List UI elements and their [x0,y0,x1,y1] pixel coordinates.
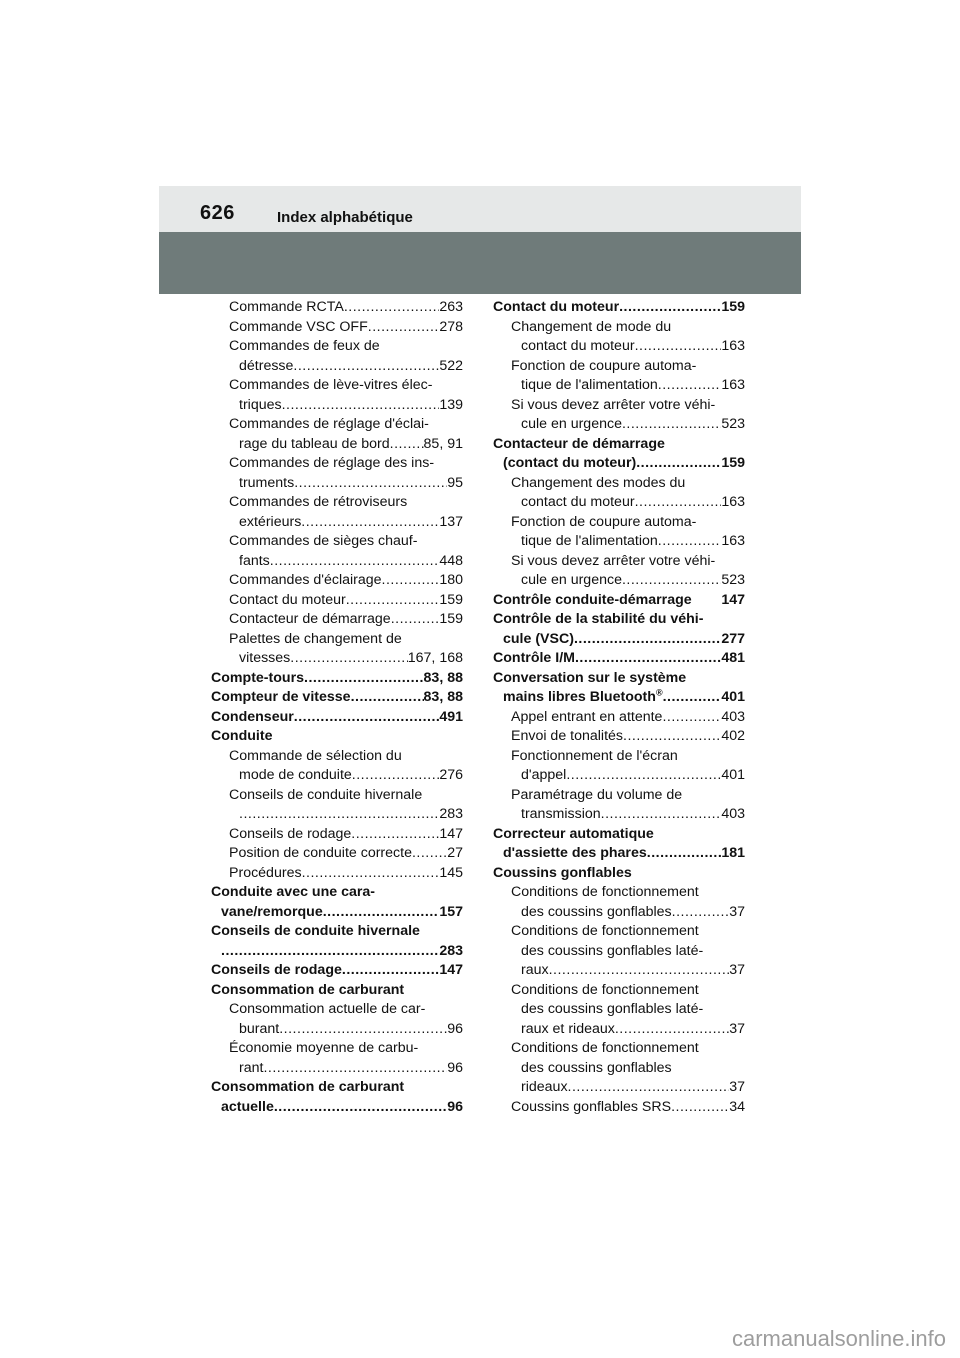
page-reference: 95 [447,474,463,491]
index-entry-position-conduite [211,844,463,864]
leader-dots [658,532,722,552]
index-entry-conditions-coussins [493,883,745,922]
index-entry-text: Conditions de fonctionnement [511,1040,699,1056]
leader-dots [302,864,440,884]
leader-dots [412,844,447,864]
index-entry-text: Commande VSC OFF [229,318,368,335]
leader-dots [274,1098,447,1118]
index-entry-contact-du-moteur [493,298,745,318]
index-entry-conseils-rodage [211,961,463,981]
page-reference: 181 [721,845,745,861]
index-entry-parametrage-volume [493,786,745,825]
leader-dots [549,961,730,981]
index-entry-text: Palettes de changement de [229,630,402,647]
page-reference: 448 [439,552,463,569]
page-reference: 37 [729,903,745,920]
index-entry-text: Conduite [211,728,273,744]
page-reference: 163 [721,377,745,393]
index-entry-text: d'assiette des phares [503,845,647,861]
index-entry-text: Changement des modes du [511,474,686,491]
index-entry-text: burant [239,1020,280,1037]
leader-dots [382,571,440,591]
index-entry-text: mains libres Bluetooth® [503,687,663,705]
page-reference: 147 [439,825,463,842]
index-entry-text: tique de l'alimentation [521,377,658,393]
index-entry-text: rideaux [521,1079,568,1095]
leader-dots [601,805,722,825]
index-entry-text: Commandes d'éclairage [229,572,382,588]
leader-dots [391,610,440,630]
index-entry-text: Conduite avec une cara- [211,884,375,900]
index-entry-text: truments [239,474,295,491]
leader-dots [658,376,722,396]
index-entry-fonctionnement-ecran-appel [493,747,745,786]
index-entry-fonction-coupure-2 [493,513,745,552]
index-entry-text: rant [239,1059,264,1076]
index-entry-text: Contact du moteur [229,591,346,608]
index-entry-text: Contacteur de démarrage [229,611,391,627]
index-entry-coussins-srs [493,1098,745,1118]
index-entry-text: cule en urgence [521,416,622,432]
index-entry-conditions-lateraux-rideaux [493,981,745,1040]
leader-dots [662,708,721,728]
page-reference: 263 [439,299,463,315]
index-entry-text: mode de conduite [239,767,352,783]
index-entry-compte-tours [211,669,463,689]
index-entry-text: Consommation de carburant [211,1079,405,1095]
page-reference: 147 [439,962,463,978]
index-entry-text: Commandes de lève-vitres élec- [229,377,433,393]
index-entry-commande-vsc-off [211,318,463,338]
leader-dots [575,649,721,669]
leader-dots [647,844,722,864]
page-reference: 481 [721,650,745,666]
index-entry-consommation-carburant [211,981,463,1001]
leader-dots [346,591,440,611]
index-entry-controle-im [493,649,745,669]
index-entry-text: rage du tableau de bord [239,435,390,452]
index-entry-text: Conversation sur le système [493,669,687,686]
page-reference: 159 [439,611,463,627]
page-reference: 283 [439,806,463,822]
page-reference: 401 [721,767,745,783]
index-entry-conversation-bluetooth [493,669,745,708]
page-reference: 163 [721,494,745,510]
leader-dots [671,1098,729,1118]
index-entry-conduite [211,727,463,747]
page-reference: 523 [721,572,745,588]
page-reference: 37 [729,1079,745,1095]
index-entry-fonction-coupure-1 [493,357,745,396]
index-entry-text: des coussins gonflables laté- [521,1001,704,1017]
leader-dots [566,766,721,786]
index-entry-text: vane/remorque [221,903,323,920]
index-entry-text: vitesses [239,650,291,666]
index-entry-correcteur-assiette [493,825,745,864]
page-reference: 159 [721,455,745,471]
page-number: 626 [200,202,235,224]
page-title: Index alphabétique [277,209,413,226]
index-entry-condenseur [211,708,463,728]
leader-dots [636,454,721,474]
leader-dots [323,903,440,923]
index-entry-text: Compte-tours [211,669,305,686]
page-reference: 83, 88 [423,669,463,686]
index-entry-text: Conditions de fonctionnement [511,884,699,900]
leader-dots [221,942,439,962]
page-reference: 96 [447,1059,463,1076]
index-entry-text: des coussins gonflables [521,1059,672,1076]
index-entry-text: Consommation de carburant [211,981,405,998]
page-reference: 159 [439,591,463,608]
index-entry-text: Correcteur automatique [493,825,654,842]
index-entry-conditions-rideaux [493,1039,745,1098]
leader-dots [270,552,440,572]
index-entry-arreter-vehicule-2 [493,552,745,591]
page-reference: 403 [721,806,745,822]
header-band [159,186,801,232]
page-reference: 402 [721,728,745,744]
leader-dots [574,630,721,650]
index-entry-text: (contact du moteur) [503,455,637,471]
index-entry-text: contact du moteur [521,338,635,354]
page-reference: 401 [721,689,745,705]
index-entry-procedures [211,864,463,884]
leader-dots [304,669,424,689]
leader-dots [294,708,440,728]
index-entry-commande-rcta [211,298,463,318]
index-entry-text: Changement de mode du [511,318,672,335]
index-entry-text: Condenseur [211,708,294,725]
page-reference: 163 [721,533,745,549]
index-column-left [211,298,463,1117]
leader-dots [279,1020,447,1040]
index-entry-text: Contrôle conduite-démarrage [493,591,692,608]
index-entry-envoi-tonalites [493,727,745,747]
page-reference: 277 [721,630,745,647]
leader-dots [301,513,439,533]
index-entry-text: transmission [521,806,601,822]
index-entry-palettes-changement-vitesses [211,630,463,669]
leader-dots [623,727,721,747]
index-entry-contacteur-demarrage-sub [211,610,463,630]
leader-dots [282,396,440,416]
page-reference: 147 [721,591,745,608]
index-entry-arreter-vehicule-1 [493,396,745,435]
leader-dots [351,825,439,845]
index-entry-text: Position de conduite correcte [229,845,412,861]
page-reference: 283 [439,942,463,959]
index-entry-contact-du-moteur-sub [211,591,463,611]
index-entry-text: des coussins gonflables laté- [521,942,704,959]
index-entry-text: raux [521,962,549,978]
index-entry-commandes-sieges-chauffants [211,532,463,571]
leader-dots [568,1078,730,1098]
leader-dots [635,493,722,513]
section-band [159,232,801,294]
index-entry-text: Envoi de tonalités [511,728,623,744]
page-reference: 96 [447,1020,463,1037]
index-entry-commandes-reglage-instruments [211,454,463,493]
index-entry-conditions-lateraux [493,922,745,981]
leader-dots [615,1020,729,1040]
index-entry-consommation-carburant-actuelle [211,1078,463,1117]
index-entry-text: Économie moyenne de carbu- [229,1040,419,1056]
index-entry-text: Compteur de vitesse [211,689,351,705]
index-entry-text: Conditions de fonctionnement [511,981,699,998]
index-entry-commande-selection-mode [211,747,463,786]
index-entry-coussins-gonflables [493,864,745,884]
page-reference: 85, 91 [423,435,463,452]
index-entry-text: cule (VSC) [503,630,574,647]
index-entry-text: cule en urgence [521,572,622,588]
index-entry-text: Contacteur de démarrage [493,435,665,452]
page-reference: 180 [439,572,463,588]
leader-dots [351,688,424,708]
index-entry-commandes-leve-vitres [211,376,463,415]
index-entry-compteur-vitesse [211,688,463,708]
index-entry-text: Conseils de rodage [211,962,342,978]
index-entry-appel-entrant [493,708,745,728]
index-entry-consommation-actuelle-sub [211,1000,463,1039]
index-entry-controle-conduite-demarrage [493,591,745,611]
index-entry-commandes-feux-detresse [211,337,463,376]
page-reference: 37 [729,962,745,978]
leader-dots [622,415,721,435]
index-column-right [493,298,745,1117]
index-entry-changement-modes-contact [493,474,745,513]
index-entry-economie-moyenne [211,1039,463,1078]
index-entry-text: Commandes de rétroviseurs [229,494,408,510]
index-entry-text: d'appel [521,767,567,783]
index-entry-text: Si vous devez arrêter votre véhi- [511,396,716,413]
leader-dots [368,318,440,338]
index-entry-text: extérieurs [239,513,302,530]
index-entry-conseils-conduite-hivernale-sub [211,786,463,825]
leader-dots [622,571,721,591]
index-entry-text: Consommation actuelle de car- [229,1001,426,1017]
index-entry-text: Si vous devez arrêter votre véhi- [511,552,716,569]
index-entry-text: actuelle [221,1098,274,1115]
page-reference: 167, 168 [407,650,463,666]
page-reference: 37 [729,1020,745,1037]
index-entry-text: Conditions de fonctionnement [511,923,699,939]
index-entry-controle-stabilite [493,610,745,649]
index-entry-commandes-reglage-eclairage [211,415,463,454]
index-entry-text: tique de l'alimentation [521,533,658,549]
index-entry-text: Conseils de rodage [229,825,352,842]
index-entry-text: Fonction de coupure automa- [511,513,697,530]
index-entry-contacteur-demarrage [493,435,745,474]
index-entry-text: Fonctionnement de l'écran [511,747,678,764]
leader-dots [290,649,408,669]
leader-dots [293,357,439,377]
index-entry-text: Coussins gonflables [493,864,632,881]
leader-dots [663,688,722,708]
leader-dots [672,903,730,923]
page-reference: 96 [447,1098,463,1115]
index-entry-text: Commandes de réglage d'éclai- [229,416,429,432]
page-reference: 137 [439,513,463,530]
page-reference: 157 [439,903,463,920]
index-entry-text: Conseils de conduite hivernale [211,923,420,939]
page-reference: 83, 88 [423,689,463,705]
page-reference: 159 [721,299,745,315]
leader-dots [635,337,722,357]
index-entry-text: Commande RCTA [229,299,344,315]
page-reference: 34 [729,1098,745,1115]
index-entry-text: fants [239,552,270,569]
index-entry-text: raux et rideaux [521,1020,615,1037]
index-entry-text: Contrôle I/M [493,650,575,666]
page-reference: 163 [721,338,745,354]
page-reference: 139 [439,396,463,413]
page-reference: 491 [439,708,463,725]
page-reference: 523 [721,416,745,432]
leader-dots [619,298,721,318]
index-entry-text: Commandes de feux de [229,338,380,354]
page-reference: 27 [447,845,463,861]
leader-dots [390,435,424,455]
index-entry-text: Coussins gonflables SRS [511,1098,672,1115]
index-entry-commandes-retroviseurs [211,493,463,532]
index-entry-text: Contrôle de la stabilité du véhi- [493,611,704,627]
index-entry-changement-mode-contact [493,318,745,357]
leader-dots [342,961,439,981]
page-reference: 403 [721,708,745,725]
index-entry-conseils-rodage-sub [211,825,463,845]
index-entry-text: triques [239,396,282,413]
index-entry-text: Commandes de réglage des ins- [229,455,435,471]
index-entry-conseils-conduite-hivernale [211,922,463,961]
index-entry-text: Appel entrant en attente [511,708,663,725]
index-entry-text: Fonction de coupure automa- [511,357,697,374]
index-entry-text: des coussins gonflables [521,903,672,920]
index-entry-text: Procédures [229,864,302,881]
watermark: carmanualsonline.info [731,1326,946,1351]
leader-dots [344,298,439,318]
page-reference: 278 [439,318,463,335]
index-entry-text: contact du moteur [521,494,635,510]
index-entry-conduite-caravane [211,883,463,922]
index-entry-text: Commandes de sièges chauf- [229,533,418,549]
leader-dots [352,766,440,786]
index-entry-text: détresse [239,357,294,374]
page-reference: 522 [439,357,463,374]
page-reference: 276 [439,767,463,783]
leader-dots [239,805,439,825]
index-entry-commandes-eclairage [211,571,463,591]
index-entry-text: Contact du moteur [493,299,620,315]
leader-dots [294,474,447,494]
index-entry-text: Commande de sélection du [229,747,402,764]
leader-dots [263,1059,447,1079]
index-entry-text: Paramétrage du volume de [511,786,683,803]
page-reference: 145 [439,864,463,881]
index-entry-text: Conseils de conduite hivernale [229,786,423,803]
